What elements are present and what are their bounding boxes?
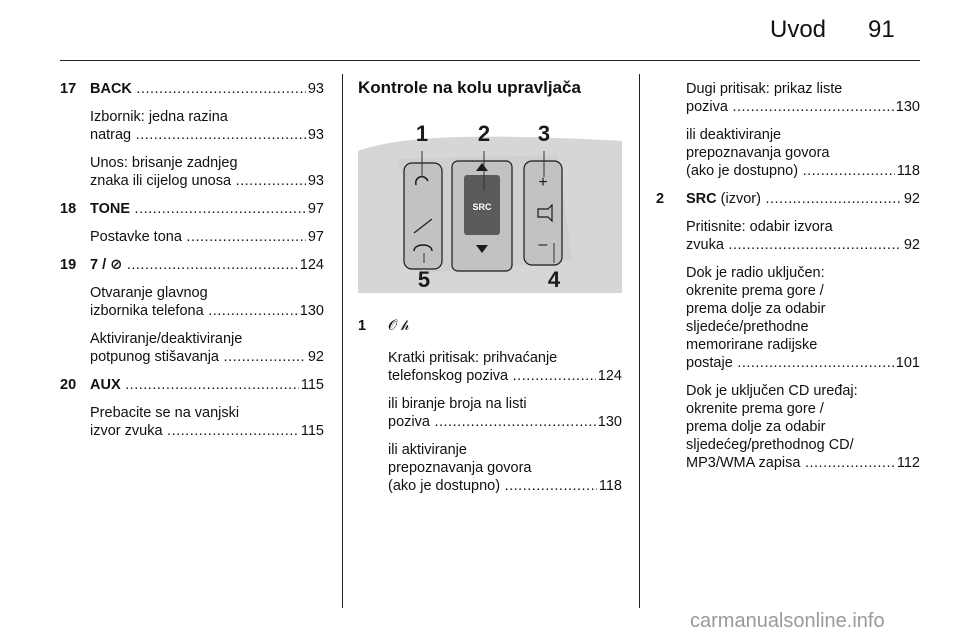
legend-para-last: [686, 454, 920, 472]
phone-button-group: [404, 163, 442, 269]
legend-para-line: ili biranje broja na listi: [388, 396, 527, 412]
column-2: [358, 79, 622, 505]
legend-key-rest: (izvor): [716, 191, 761, 207]
legend-number: 1: [358, 318, 367, 334]
index-entry-20: [60, 376, 324, 440]
entry-para-line: Unos: brisanje zadnjeg: [90, 155, 238, 171]
entry-para-0: [90, 404, 324, 440]
legend-para-last-text: MP3/WMA zapisa .....: [686, 454, 895, 472]
entry-para-last-text: znaka ili cijelog unosa .....: [90, 172, 306, 190]
entry-para-last-page: 93: [307, 173, 324, 189]
legend-entry-1: [358, 317, 622, 495]
column-1: [60, 80, 324, 450]
legend-paras: [388, 349, 622, 495]
cont-para-last-page: 130: [895, 99, 920, 115]
cont-para-0: [686, 80, 920, 116]
legend-para-line: sljedeće/prethodne: [686, 319, 809, 335]
entry-para-1: [90, 330, 324, 366]
header-rule: [60, 60, 920, 61]
entry-body: [90, 80, 324, 190]
entry-heading-text: [90, 256, 298, 274]
entry-heading: [90, 376, 324, 394]
entry-para-last-page: 92: [307, 349, 324, 365]
entry-para-line: Aktiviranje/deaktiviranje: [90, 331, 243, 347]
legend-para-line: okrenite prema gore /: [686, 283, 824, 299]
legend-para-last-text: (ako je dostupno) .....: [388, 477, 597, 495]
entry-number: 18: [60, 201, 77, 217]
cont-para-line: Dugi pritisak: prikaz liste: [686, 81, 843, 97]
entry-para-line: Izbornik: jedna razina: [90, 109, 228, 125]
entry-para-last: [90, 126, 324, 144]
legend-para-line: ili aktiviranje: [388, 442, 467, 458]
entry-para-line: Otvaranje glavnog: [90, 285, 208, 301]
legend-number: 2: [656, 191, 665, 207]
legend-para-2: [388, 441, 622, 495]
entry-paras: [90, 108, 324, 190]
entry-para-last: [90, 302, 324, 320]
legend-paras: [686, 218, 920, 472]
legend-heading-text: [686, 190, 902, 208]
index-entry-18: [60, 200, 324, 246]
index-entry-19: [60, 256, 324, 366]
entry-heading-page: 115: [300, 377, 324, 393]
entry-para-last-text: natrag .....: [90, 126, 306, 144]
entry-para-last-text: izvor zvuka .....: [90, 422, 299, 440]
entry-para-0: [90, 284, 324, 320]
legend-para-last: [388, 413, 622, 431]
legend-para-line: okrenite prema gore /: [686, 401, 824, 417]
entry-heading-text: [90, 80, 306, 98]
entry-number: 17: [60, 81, 77, 97]
cont-para-line: prepoznavanja govora: [686, 145, 830, 161]
legend-para-last-text: poziva .....: [388, 413, 596, 431]
entry-paras: [90, 284, 324, 366]
entry-heading-text: [90, 376, 299, 394]
entry-para-line: Prebacite se na vanjski: [90, 405, 240, 421]
column-3: [656, 80, 920, 482]
entry-para-0: [90, 228, 324, 246]
legend-body: [686, 190, 920, 472]
entry-para-last-text: potpunog stišavanja .....: [90, 348, 306, 366]
entry-heading-page: 93: [307, 81, 324, 97]
legend-para-2: [686, 382, 920, 472]
steering-controls-illustration: [358, 111, 622, 293]
legend-para-last: [388, 367, 622, 385]
entry-para-1: [90, 154, 324, 190]
callout-4: 4: [547, 267, 561, 292]
legend-entry: [358, 317, 622, 495]
cont-para-last-text: poziva .....: [686, 98, 894, 116]
entry-key: TONE: [90, 201, 131, 217]
entry-heading: [90, 80, 324, 98]
legend-para-line: prepoznavanja govora: [388, 460, 532, 476]
column-divider-2: [639, 74, 640, 608]
entry-heading-text: [90, 200, 306, 218]
legend-para-last-page: 124: [597, 368, 622, 384]
entry-para-last: [90, 228, 324, 246]
legend-para-0: [388, 349, 622, 385]
legend-para-1: [686, 264, 920, 372]
callout-2: 2: [477, 121, 491, 146]
entry-para-last: [90, 422, 324, 440]
legend-para-line: prema dolje za odabir: [686, 301, 826, 317]
legend-para-last-page: 112: [896, 455, 920, 471]
legend-para-line: Dok je radio uključen:: [686, 265, 825, 281]
cont-para-line: ili deaktiviranje: [686, 127, 782, 143]
legend-para-last-page: 101: [895, 355, 920, 371]
entry-body: [90, 376, 324, 440]
legend-para-line: Dok je uključen CD uređaj:: [686, 383, 858, 399]
legend-para-line: memorirane radijske: [686, 337, 818, 353]
legend-entry-2: [656, 190, 920, 472]
legend-para-last-page: 130: [597, 414, 622, 430]
cont-para-last: [686, 98, 920, 116]
legend-para-last: [686, 236, 920, 254]
phone-symbol-text: 𝒪 𝒽: [388, 318, 410, 334]
legend-para-last-page: 92: [903, 237, 920, 253]
section-title: Kontrole na kolu upravljača: [358, 78, 581, 97]
callout-1: 1: [415, 121, 429, 146]
entry-para-last: [90, 348, 324, 366]
entry-heading-page: 124: [299, 257, 324, 273]
entry-heading-page: 97: [307, 201, 324, 217]
legend-para-last: [686, 354, 920, 372]
volume-plus: +: [538, 174, 548, 191]
callout-3: 3: [537, 121, 551, 146]
legend-body: [388, 317, 622, 495]
entry-body: [90, 200, 324, 246]
entry-number: 20: [60, 377, 77, 393]
entry-paras: [90, 404, 324, 440]
legend-para-line: Pritisnite: odabir izvora: [686, 219, 833, 235]
entry-key: BACK: [90, 81, 132, 97]
legend-para-line: sljedećeg/prethodnog CD/: [686, 437, 854, 453]
cont-para-last-page: 118: [896, 163, 920, 179]
entry-para-last-text: Postavke tona .....: [90, 228, 306, 246]
legend-para-last-page: 118: [598, 478, 622, 494]
legend-para-line: Kratki pritisak: prihvaćanje: [388, 350, 558, 366]
legend-para-last-text: telefonskog poziva .....: [388, 367, 596, 385]
index-entry-17: [60, 80, 324, 190]
cont-para-1: [686, 126, 920, 180]
entry-key: AUX: [90, 377, 121, 393]
entry-para-0: [90, 108, 324, 144]
legend-para-1: [388, 395, 622, 431]
entry-para-last-page: 115: [300, 423, 324, 439]
entry-key: 7 / ⊘: [90, 257, 123, 273]
continued-paras: [686, 80, 920, 180]
cont-para-last: [686, 162, 920, 180]
entry-paras: [90, 228, 324, 246]
cont-para-last-text: (ako je dostupno) .....: [686, 162, 895, 180]
legend-para-line: prema dolje za odabir: [686, 419, 826, 435]
entry-heading: [90, 200, 324, 218]
page-number: 91: [868, 16, 895, 43]
legend-para-last-text: postaje .....: [686, 354, 894, 372]
entry-para-last-page: 93: [307, 127, 324, 143]
watermark: carmanualsonline.info: [690, 610, 885, 632]
legend-para-last-text: zvuka .....: [686, 236, 902, 254]
running-header-title: Uvod: [770, 16, 827, 43]
column-divider-1: [342, 74, 343, 608]
volume-minus: –: [538, 236, 548, 253]
legend-para-last: [388, 477, 622, 495]
src-roller-label: SRC: [472, 202, 492, 212]
steering-controls-figure: [358, 111, 622, 293]
entry-para-last-page: 97: [307, 229, 324, 245]
callout-5: 5: [417, 267, 431, 292]
entry-body: [90, 256, 324, 366]
entry-number: 19: [60, 257, 77, 273]
entry-para-last-text: izbornika telefona .....: [90, 302, 298, 320]
entry-para-last-page: 130: [299, 303, 324, 319]
entry-para-last: [90, 172, 324, 190]
legend-heading: [686, 190, 920, 208]
legend-key: SRC: [686, 191, 717, 207]
legend-heading-page: 92: [903, 191, 920, 207]
entry-heading: [90, 256, 324, 274]
legend-para-0: [686, 218, 920, 254]
